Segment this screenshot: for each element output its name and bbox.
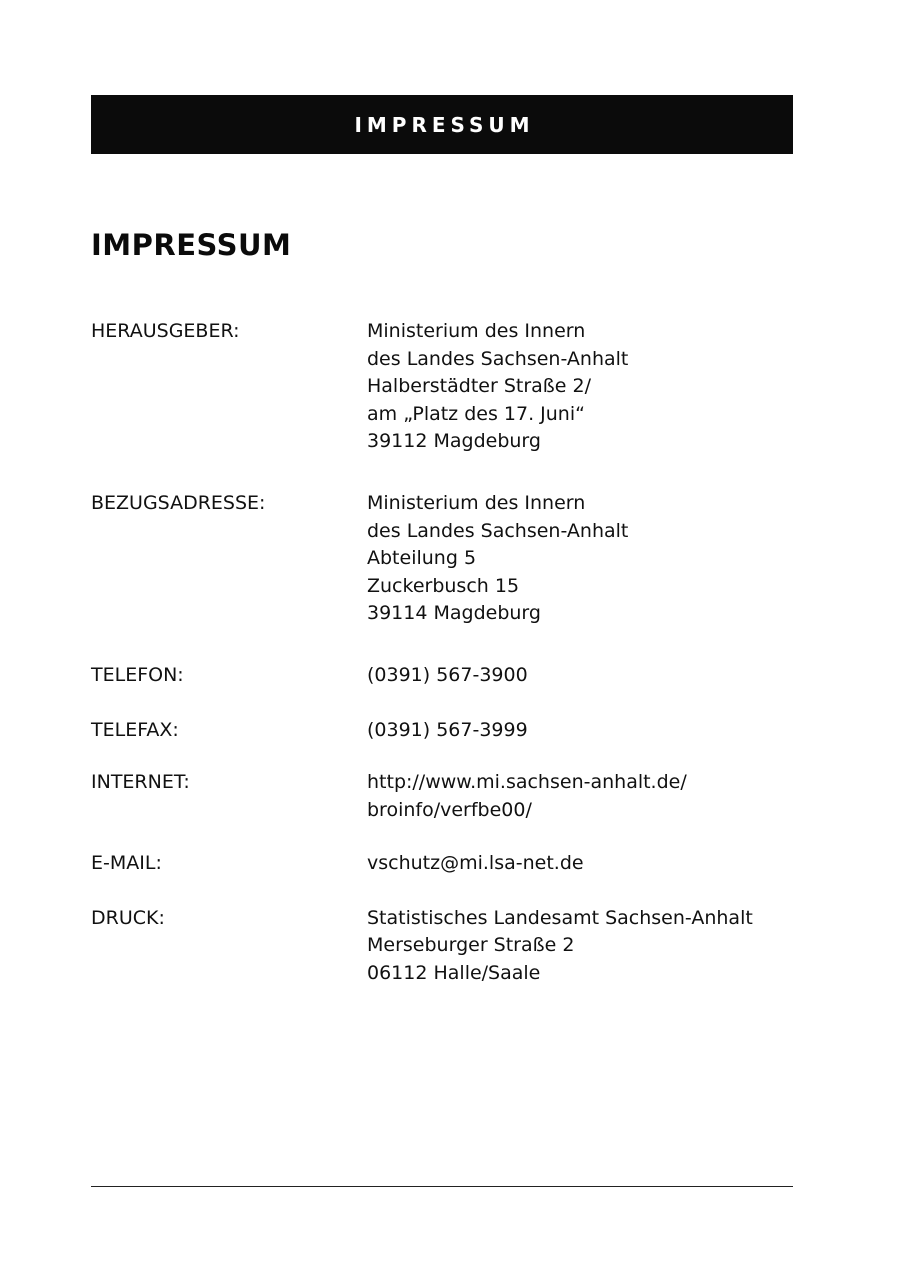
imprint-value-druck — [367, 905, 811, 988]
address-line: Zuckerbusch 15 — [367, 574, 520, 597]
phone-number: (0391) 567-3900 — [367, 664, 528, 686]
imprint-row-bezugsadresse — [91, 490, 811, 625]
header-bar-title: IMPRESSUM — [354, 112, 535, 137]
imprint-value-herausgeber — [367, 318, 811, 453]
website-url-line: broinfo/verfbe00/ — [367, 798, 532, 821]
imprint-row-internet — [91, 769, 811, 824]
address-line: Ministerium des Innern — [367, 320, 586, 342]
imprint-label-herausgeber: HERAUSGEBER: — [91, 320, 240, 342]
imprint-list — [91, 318, 811, 987]
address-line: des Landes Sachsen-Anhalt — [367, 519, 629, 542]
address-line: des Landes Sachsen-Anhalt — [367, 347, 629, 370]
imprint-value-bezugsadresse — [367, 490, 811, 625]
imprint-label-internet: INTERNET: — [91, 771, 190, 793]
address-line: Statistisches Landesamt Sachsen-Anhalt — [367, 906, 753, 929]
address-line: 39112 Magdeburg — [367, 430, 541, 452]
address-line: 06112 Halle/Saale — [367, 961, 541, 984]
address-line: am „Platz des 17. Juni“ — [367, 402, 585, 425]
imprint-value-internet — [367, 769, 811, 824]
header-bar — [91, 95, 793, 154]
address-line: Halberstädter Straße 2/ — [367, 375, 591, 397]
imprint-row-telefax — [91, 717, 811, 745]
address-line: Merseburger Straße 2 — [367, 934, 575, 956]
address-line: Ministerium des Innern — [367, 492, 586, 514]
imprint-label-telefax: TELEFAX: — [91, 718, 179, 741]
website-url-line: http://www.mi.sachsen-anhalt.de/ — [367, 771, 687, 793]
email-address: vschutz@mi.lsa-net.de — [367, 852, 584, 874]
footer-divider — [91, 1186, 793, 1187]
imprint-label-bezugsadresse: BEZUGSADRESSE: — [91, 492, 266, 514]
imprint-row-herausgeber — [91, 318, 811, 453]
imprint-label-telefon: TELEFON: — [91, 664, 184, 686]
imprint-label-druck: DRUCK: — [91, 906, 165, 929]
imprint-row-email — [91, 850, 811, 878]
page-title: IMPRESSUM — [91, 228, 292, 262]
address-line: Abteilung 5 — [367, 547, 477, 569]
imprint-row-telefon — [91, 662, 811, 690]
imprint-row-druck — [91, 905, 811, 988]
imprint-label-email: E-MAIL: — [91, 852, 162, 874]
fax-number: (0391) 567-3999 — [367, 718, 528, 741]
address-line: 39114 Magdeburg — [367, 602, 541, 624]
